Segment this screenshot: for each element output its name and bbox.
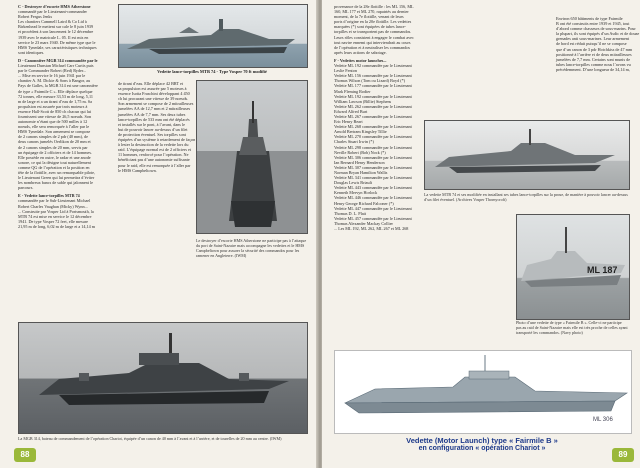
text-line: de protection éventuel. Ses torpilles sont <box>118 131 186 137</box>
text-line: Vedette ML 306 commandée par le Lieutenant <box>334 154 412 160</box>
paragraph-body <box>118 81 198 173</box>
mgb314-caption: La MGB 314, bateau de commandement de l’opération Chariot, équipée d’un canon de 40 mm à l’avant et à l’arrière, et de tourelles de 20 mm au centre. (IWM) <box>18 436 282 441</box>
text-line: 1941. De type Vosper 72 feet, elle mesure <box>18 218 88 224</box>
text-line: Kenneth Mervyn Horlock <box>334 190 378 196</box>
text-line: équipées d’un système à retardement de façon <box>118 137 196 143</box>
text-line: ports d’origine en la 20e flottille. Les vedettes <box>334 19 412 25</box>
fairmile-b-drawing <box>334 350 632 434</box>
text-line: et installés sur le pont, à l’avant, dans le <box>118 121 185 127</box>
para-heading: D - Canonnière MGB 314 commandée par le <box>18 57 98 63</box>
atherstone-caption: Le destroyer d’escorte HMS Atherstone ne participe pas à l’attaque du port de Saint-Nazaire mais accompagne les vedettes et le HMS Campbeltown pour assurer la sécurité des commandos pour les ramener en Angleterre. (IWM) <box>196 238 307 258</box>
drawing-caption-line1: Vedette (Motor Launch) type « Fairmile B » <box>406 436 558 445</box>
left-page <box>0 0 318 468</box>
list-heading: F - Vedettes motor launches... <box>334 57 387 63</box>
text-line: marquées (*) sont équipées de tubes lance- <box>334 24 406 30</box>
text-line: Leurs rôles consistent à engager le combat avec <box>334 34 414 40</box>
text-line: de type « Fairmile C ». Elle déplace quelque <box>18 88 93 94</box>
text-line: et procèdent à son lancement le 12 décembre <box>18 29 94 35</box>
text-line: Vedette ML 177 commandée par le Lieutenant <box>334 83 412 89</box>
text-line: Norman Bryan Hamilton Wallis <box>334 170 388 175</box>
ml187-caption: Photo d’une vedette de type « Fairmile B ». Celle-ci ne participe pas au raid de Saint-Nazaire mais elle est très proche de celles ayant transporté les commandos. (Navy photo) <box>516 320 628 335</box>
text-line: Ian Bernard Henry Henderson <box>334 159 385 165</box>
text-line: sont identiques. <box>18 49 45 55</box>
text-line: torpilles et se transportent pas de commandos. <box>334 29 412 35</box>
left-text-column-2 <box>118 81 198 176</box>
text-line: Thomas D. L. Platt <box>334 210 366 216</box>
paragraph-body <box>18 198 103 229</box>
text-line: 160, ML 177 et ML 270, rapatriés au dernier <box>334 9 409 15</box>
text-line: Vedette ML 307 commandée par le Lieutenant <box>334 164 412 170</box>
text-line: chantier A. M. Dickie & Sons à Bangor, au <box>18 78 91 84</box>
text-line: jumelées de 7,7 mm. Certains sont munis de <box>556 56 631 62</box>
text-line: noeuds, elle sera remorquée à l’aller par le <box>18 124 90 130</box>
ml187-hull-number: ML 187 <box>587 265 618 275</box>
text-line: William Lawson (Billie) Stephens <box>334 98 392 104</box>
text-line: Thomas Wilson (Tom ou Lizard) Boyd (*) <box>334 78 406 84</box>
ml187-photo <box>516 214 630 320</box>
text-line: la plupart, ils sont équipés d’un Asdic et de douze <box>556 31 640 37</box>
text-line: B ont été construits entre 1939 et 1945, tout <box>556 21 630 27</box>
text-line: précédemment. D’une longueur de 34,14 m, <box>556 66 630 72</box>
paragraph-body <box>556 16 640 72</box>
text-line: Charles Stuart Irwin (*) <box>334 139 374 145</box>
text-line: Edward Alfred Burt <box>334 108 368 114</box>
text-line: Vedette ML 457 commandée par le Lieutenant <box>334 215 412 221</box>
left-text-column <box>18 4 103 232</box>
paragraph-body <box>18 9 103 55</box>
text-line: fournissent une vitesse de 26,5 noeuds. Son <box>18 113 92 119</box>
text-line: commandé par le Lieutenant-commander <box>18 9 87 15</box>
drawing-hull-number: ML 306 <box>593 417 613 423</box>
mtb74-modified-photo <box>424 120 630 190</box>
text-line: de 2 canons simples de 20 mm, servis par <box>18 144 88 150</box>
mtb74-modified-caption: La vedette MTB 74 et ses modifiée en installant ses tubes lance-torpilles sur la proue, de manière à pouvoir lancer au-dessus d’un filet éventuel. (Archives Vosper Thornycroft) <box>424 192 628 202</box>
text-line: grenades anti sous-marines. Leur armement <box>556 36 630 42</box>
right-page <box>322 0 640 468</box>
text-line: Robert Fergus Jenks <box>18 14 53 20</box>
mtb74-caption: Vedette lance-torpilles MTB 74 - Type Vosper 70 ft modifié <box>157 69 267 74</box>
text-line: Vedette ML 192 commandée par le Lieutenant <box>334 93 412 99</box>
text-line: les nombreux bancs de sable qui jalonnent le <box>18 180 94 186</box>
text-line: Douglas Lewis Briault <box>334 180 372 186</box>
text-line: tubes lance-torpilles comme nous l’avons vu <box>556 61 631 67</box>
text-line: essence Isotta Fraschini développant 4 450 <box>118 91 190 97</box>
text-line: Mark Fleming Rodier <box>334 88 371 94</box>
right-text-column-2 <box>424 4 502 7</box>
text-line: Environ 650 bâtiments de type Fairmile <box>556 16 623 21</box>
text-line: un équipage de 2 officiers et de 14 hommes. <box>18 149 92 155</box>
text-line: sa propulsion est assurée par 5 moteurs à <box>118 86 187 92</box>
text-line: Arnold Bertram Kingsley Tillie <box>334 129 387 135</box>
text-line: comme QG de l’opération et la position en <box>18 164 90 170</box>
text-line: Thomas Alexander Mackay Collier <box>334 220 393 226</box>
text-line: de l’opération et à neutraliser les commandos <box>334 44 411 50</box>
text-line: 21,95 m de long, 6,02 m de large et a 14,14 m <box>18 223 96 229</box>
text-line: deux canons jumelés Oerlikon de 20 mm et <box>18 139 91 145</box>
text-line: que d’un canon de 3 pdr Hotchkiss de 47 mm <box>556 46 633 52</box>
text-line: 72 tonnes, elle mesure 33,53 m de long, 5,11 <box>18 93 93 99</box>
para-heading: E - Vedette lance-torpilles MTB 74 <box>18 193 80 199</box>
text-line: but de pouvoir lancer au-dessus d’un filet <box>118 126 188 132</box>
text-line: Elle possède en outre, le radar et une anode <box>18 154 91 160</box>
text-line: bénéficiant pas d’une autonomie suffisante <box>118 157 190 163</box>
right-text-column <box>334 4 418 234</box>
text-line: provenance de la 28e flottille : les ML 156, ML <box>334 4 414 9</box>
atherstone-photo <box>196 80 308 234</box>
text-line: service le 23 mars 1940. De même type que le <box>18 39 96 45</box>
right-text-column-3 <box>556 16 640 75</box>
text-line: d’abord comme chasseurs de sous-marins. Pour <box>556 26 636 32</box>
text-line: Leslie Fenton <box>334 68 357 74</box>
text-line: Neville Robert (Bob) Nock (*) <box>334 149 386 155</box>
text-line: 11 hommes, renforcé pour l’opération. Ne <box>118 152 189 158</box>
text-line: Vedette ML 262 commandée par le Lieutenant <box>334 103 412 109</box>
text-line: propulsion est assurée par trois moteurs à <box>18 103 88 109</box>
text-line: tout navire ennemi qui interviendrait au cours <box>334 39 411 45</box>
text-line: autonomie n’étant que de 500 milles à 12 <box>18 119 88 125</box>
text-line: Les chantiers Cammell Laird & Co Ltd à <box>18 19 87 25</box>
text-line: le HMS Campbeltown. <box>118 167 157 173</box>
text-line: Vedette ML 268 commandée par le Lieutenant <box>334 124 412 130</box>
text-line: Vedette ML 446 commandée par le Lieutenant <box>334 195 412 201</box>
text-line: lance-torpilles de 533 mm ont été déplacés <box>118 116 190 122</box>
drawing-caption <box>334 436 630 452</box>
text-line: jumelées AA de 7,7 mm. Ses deux tubes <box>118 111 186 117</box>
text-line: Robert Charles Vaughan (Micky) Wynn... <box>18 203 88 209</box>
text-line: de bord est réduit puisqu’il ne se compose <box>556 41 627 47</box>
text-line: moment, de la 7e flottille, venant de leurs <box>334 14 404 20</box>
page-number-right: 89 <box>612 448 634 462</box>
text-line: raid. L’équipage normal est de 2 officiers et <box>118 147 192 153</box>
text-line: Lieutenant Dunstan Michael Carr Curtis puis <box>18 63 94 69</box>
text-line: Henry George Richard Falconer (*) <box>334 200 394 206</box>
drawing-caption-line2: en configuration « opération Chariot » <box>418 445 546 452</box>
text-line: Vedette ML 270 commandée par le Lieutenant <box>334 134 412 140</box>
mtb74-photo <box>118 4 308 68</box>
text-line: Son armement se compose de 2 mitrailleuses <box>118 101 194 107</box>
text-line: Vedette ML 447 commandée par le Lieutenant <box>334 205 412 211</box>
text-line: Eric Henry Beart <box>334 119 363 125</box>
text-line: après leurs actions de sabotage. <box>334 49 387 55</box>
text-line: Pays de Galles, la MGB 314 est une canonnière <box>18 83 98 89</box>
text-line: de 2 canons simples de 2 pdr (40 mm), de <box>18 134 89 140</box>
text-line: ... Construite par Vosper Ltd à Portsmouth, la <box>18 208 94 214</box>
para-heading: C - Destroyer d’escorte HMS Atherstone <box>18 4 91 9</box>
text-line: à lester la destruction de la vedette lors du <box>118 142 189 148</box>
text-line: le Lieutenant Green qui lui permettra d’éviter <box>18 175 95 181</box>
text-line: ... Les ML 192, ML 262, ML 267 et ML 268 <box>334 226 409 232</box>
text-line: ch lui procurant une vitesse de 39 noeuds. <box>118 96 189 102</box>
text-line: Vedette ML 443 commandée par le Lieutenant <box>334 185 412 191</box>
vedette-list <box>334 63 418 231</box>
text-line: tête de la flottille, avec un remarquable pilote, <box>18 170 96 175</box>
text-line: Vedette ML 156 commandée par le Lieutenant <box>334 73 412 79</box>
text-line: HMS Tynedale. Son armement se compose <box>18 129 91 135</box>
paragraph-body <box>18 63 103 190</box>
text-line: pour le raid, elle est remorquée à l’aller par <box>118 162 191 168</box>
paragraph-body <box>334 4 418 55</box>
mgb314-photo <box>18 322 308 434</box>
text-line: Vedette ML 341 commandée par le Lieutenant <box>334 175 412 181</box>
text-line: 1939 avec le matricule L. 05. Il est mis en <box>18 34 89 40</box>
text-line: positionné à l’arrière et de deux mitrailleuses <box>556 51 632 57</box>
text-line: Vedette ML 298 commandée par le Lieutenant <box>334 144 412 150</box>
text-line: Birkenhead le mettent sur cale le 8 juin 1939 <box>18 24 94 30</box>
text-line: Vedette ML 267 commandée par le Lieutenant <box>334 113 412 119</box>
text-line: ... Mise en service le 16 juin 1941 par le <box>18 73 86 79</box>
text-line: MTB 74 est mise en service le 12 décembre <box>18 213 92 219</box>
text-line: par le Commander Robert (Red) Ryder... <box>18 68 87 74</box>
page-number-left: 88 <box>14 448 36 462</box>
text-line: Vedette ML 192 commandée par le Lieutenant <box>334 63 412 69</box>
text-line: jumelées AA de 12,7 mm et 2 mitrailleuses <box>118 106 191 112</box>
text-line: de tirant d’eau. Elle déplace 42 BRT et <box>118 81 184 86</box>
text-line: sonore, ce qui la désigne tout naturellement <box>18 159 91 165</box>
text-line: commandée par le Sub-Lieutenant Michael <box>18 198 91 204</box>
text-line: HMS Tynedale, ses caractéristiques techniques <box>18 44 97 50</box>
text-line: m de large et a un tirant d’eau de 1,75 m. Sa <box>18 98 92 104</box>
text-line: essence Hall-Scott de 850 ch chacun qui lui <box>18 108 92 114</box>
text-line: parcours. <box>18 185 34 191</box>
